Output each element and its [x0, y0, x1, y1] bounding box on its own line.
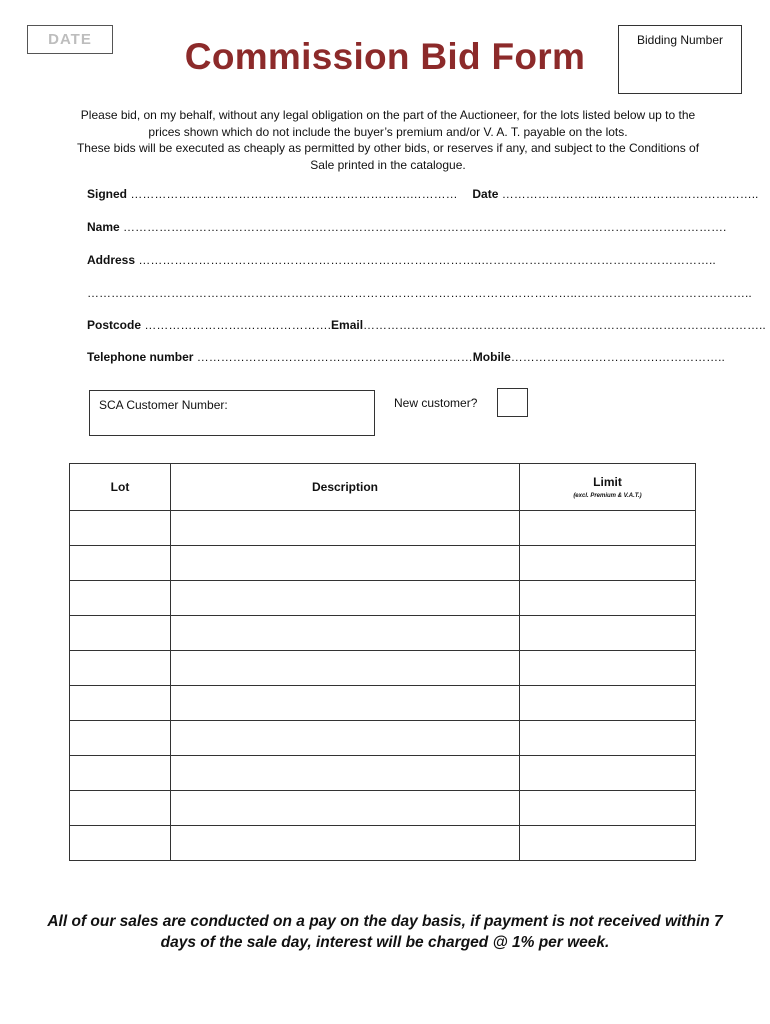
description-cell[interactable]: [171, 651, 520, 686]
date-stamp-box: [27, 25, 113, 54]
limit-cell[interactable]: [520, 826, 696, 861]
description-cell[interactable]: [171, 616, 520, 651]
address-field[interactable]: …………………………………………………………………………..…………………………………………………..: [135, 253, 716, 267]
table-row: [70, 791, 696, 826]
lot-cell[interactable]: [70, 651, 171, 686]
lot-cell[interactable]: [70, 511, 171, 546]
name-label: Name: [87, 220, 120, 234]
lot-cell[interactable]: [70, 791, 171, 826]
date-label: Date: [472, 187, 499, 201]
limit-cell[interactable]: [520, 616, 696, 651]
mobile-label: Mobile: [472, 350, 511, 364]
payment-terms-line: All of our sales are conducted on a pay on the day basis, if payment is not received within 7: [47, 913, 723, 930]
postcode-label: Postcode: [87, 318, 142, 332]
description-cell[interactable]: [171, 721, 520, 756]
limit-cell[interactable]: [520, 581, 696, 616]
intro-line: These bids will be executed as cheaply as permitted by other bids, or reserves if any, and subject to the Conditions of: [76, 141, 700, 155]
lots-table: [69, 463, 696, 861]
address-label: Address: [87, 253, 136, 267]
telephone-label: Telephone number: [87, 350, 194, 364]
lot-cell[interactable]: [70, 686, 171, 721]
limit-cell[interactable]: [520, 721, 696, 756]
limit-header-label: Limit: [593, 475, 622, 489]
telephone-field[interactable]: ……………………………………………………………: [193, 350, 473, 364]
description-cell[interactable]: [171, 826, 520, 861]
table-row: [70, 581, 696, 616]
limit-cell[interactable]: [520, 546, 696, 581]
bidding-number-box[interactable]: [618, 25, 742, 94]
description-cell[interactable]: [171, 791, 520, 826]
email-label: Email: [331, 318, 364, 332]
description-column-header: Description: [171, 464, 520, 511]
limit-cell[interactable]: [520, 756, 696, 791]
table-header-row: [70, 464, 696, 511]
description-cell[interactable]: [171, 546, 520, 581]
lot-column-header: Lot: [70, 464, 171, 511]
description-cell[interactable]: [171, 686, 520, 721]
page-title: Commission Bid Form: [184, 36, 586, 77]
limit-cell[interactable]: [520, 511, 696, 546]
description-cell[interactable]: [171, 581, 520, 616]
payment-terms-notice: [30, 911, 740, 953]
limit-column-header: [520, 464, 696, 511]
new-customer-checkbox[interactable]: [497, 388, 528, 417]
intro-line: Please bid, on my behalf, without any legal obligation on the part of the Auctioneer, for the lots listed below up to the: [80, 108, 696, 122]
name-field[interactable]: …………………………………………………………………………………………………………………………………….: [119, 220, 727, 234]
address-row: [87, 253, 716, 267]
signed-date-row: [87, 187, 759, 201]
new-customer-label: New customer?: [394, 396, 478, 410]
sca-customer-number-box[interactable]: [89, 390, 375, 436]
table-row: [70, 511, 696, 546]
sca-customer-number-label: SCA Customer Number:: [99, 398, 228, 412]
postcode-email-row: [87, 318, 766, 332]
date-field[interactable]: ……………………..……………….………………..: [498, 187, 759, 201]
limit-cell[interactable]: [520, 791, 696, 826]
bidding-number-label: Bidding Number: [636, 33, 724, 47]
description-cell[interactable]: [171, 511, 520, 546]
table-row: [70, 756, 696, 791]
postcode-field[interactable]: …………………….………………….: [141, 318, 332, 332]
table-row: [70, 546, 696, 581]
lot-cell[interactable]: [70, 546, 171, 581]
lot-cell[interactable]: [70, 721, 171, 756]
signed-label: Signed: [87, 187, 128, 201]
lot-cell[interactable]: [70, 581, 171, 616]
intro-line: prices shown which do not include the buyer’s premium and/or V. A. T. payable on the lots.: [148, 124, 628, 139]
limit-header-note: (excl. Premium & V.A.T.): [573, 493, 642, 499]
date-stamp-label: DATE: [48, 31, 92, 48]
lot-cell[interactable]: [70, 826, 171, 861]
table-row: [70, 721, 696, 756]
name-row: [87, 220, 727, 234]
intro-paragraph: [38, 107, 738, 173]
lot-cell[interactable]: [70, 616, 171, 651]
description-cell[interactable]: [171, 756, 520, 791]
limit-cell[interactable]: [520, 686, 696, 721]
table-row: [70, 651, 696, 686]
address-row-2: [87, 286, 752, 300]
payment-terms-line: days of the sale day, interest will be charged @ 1% per week.: [160, 934, 610, 951]
signed-field[interactable]: …………………………………………………………….…………: [127, 187, 458, 201]
table-row: [70, 616, 696, 651]
limit-cell[interactable]: [520, 651, 696, 686]
table-row: [70, 686, 696, 721]
email-field[interactable]: ………………………………………………………………………………………..: [363, 318, 766, 332]
table-row: [70, 826, 696, 861]
intro-line: Sale printed in the catalogue.: [310, 157, 466, 172]
telephone-mobile-row: [87, 350, 725, 364]
address-field-line2[interactable]: ……………………………………………………….…………………………………………………..……………………………………..: [87, 286, 752, 300]
mobile-field[interactable]: ……………………………….……………..: [510, 350, 725, 364]
lot-cell[interactable]: [70, 756, 171, 791]
